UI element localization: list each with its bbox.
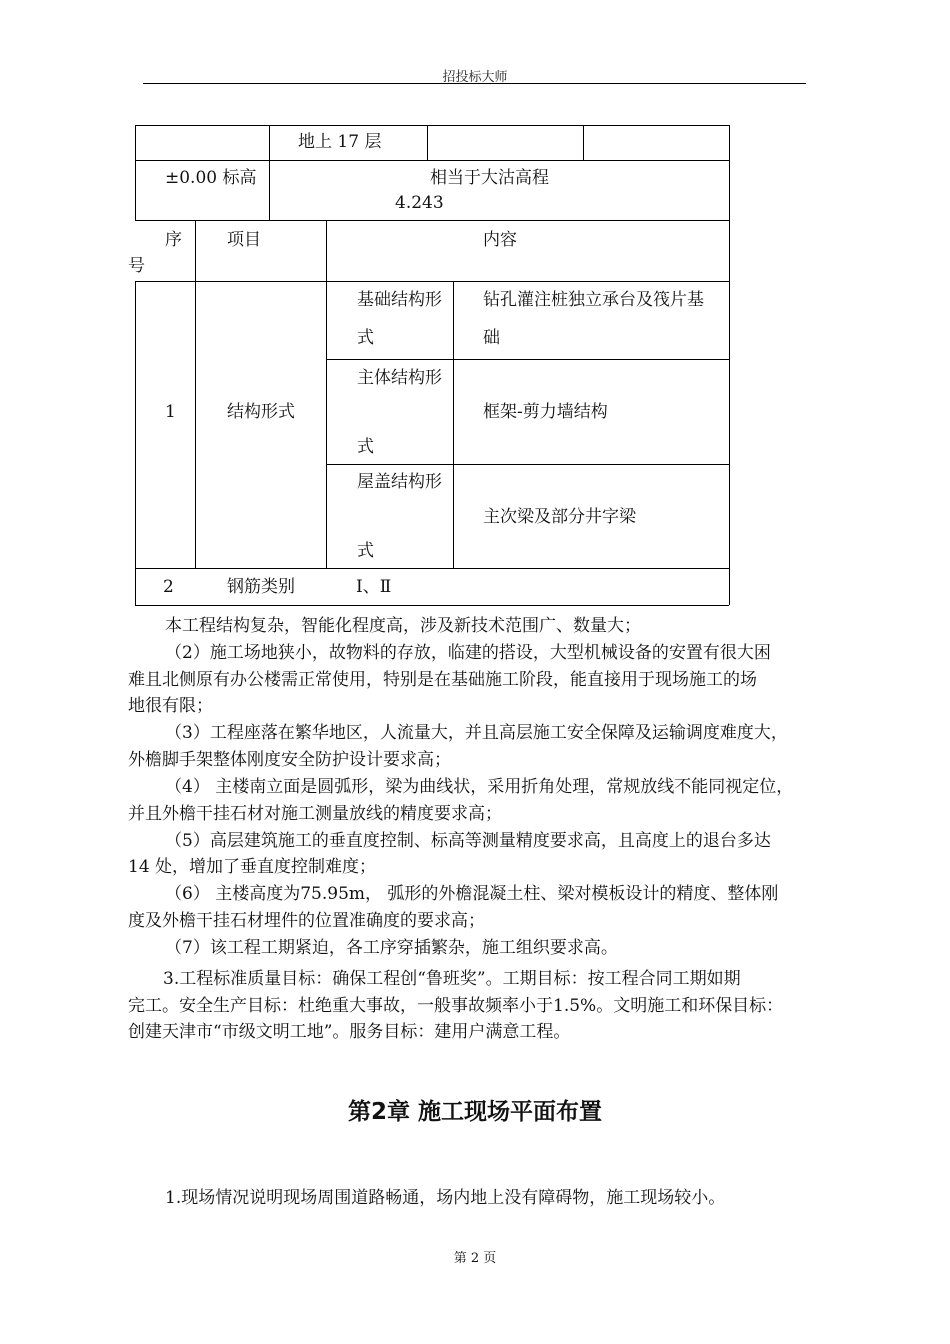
body-line: （2）施工场地狭小，故物料的存放，临建的搭设，大型机械设备的安置有很大困 [165, 643, 771, 663]
table-rule [583, 125, 584, 160]
table-rule [453, 281, 454, 568]
table-rule [135, 281, 136, 605]
chapter-title: 第2章 施工现场平面布置 [347, 1099, 602, 1125]
body-line: （7）该工程工期紧迫，各工序穿插繁杂，施工组织要求高。 [165, 938, 618, 958]
sub1-name-line1: 基础结构形 [357, 290, 442, 310]
row2-seq: 2 [163, 577, 174, 597]
elevation-label: ±0.00 标高 [165, 168, 257, 188]
body-line: 本工程结构复杂，智能化程度高，涉及新技术范围广、数量大； [165, 616, 641, 636]
table-rule [195, 220, 196, 568]
table-rule [135, 605, 729, 606]
table-rule [135, 160, 729, 161]
table-rule [729, 125, 730, 605]
row2-value: Ⅰ、Ⅱ [356, 577, 392, 597]
sub2-name-line2: 式 [357, 437, 374, 457]
elevation-value-line1: 相当于大沽高程 [430, 168, 549, 188]
elevation-value-line2: 4.243 [395, 193, 444, 213]
page-header: 招投标大师 [442, 70, 508, 85]
body-line: （6） 主楼高度为75.95m， 弧形的外檐混凝土柱、梁对模板设计的精度、整体刚 [165, 884, 779, 904]
body-line: 14 处，增加了垂直度控制难度； [128, 857, 377, 877]
table-rule [135, 125, 729, 126]
table-rule [269, 125, 270, 220]
sub1-name-line2: 式 [357, 328, 374, 348]
header-rule [143, 83, 806, 84]
row2-item: 钢筋类别 [227, 577, 295, 597]
site-description: 1.现场情况说明现场周围道路畅通，场内地上没有障碍物，施工现场较小。 [165, 1188, 726, 1208]
body-line: 地很有限； [128, 696, 213, 716]
body-line: 难且北侧原有办公楼需正常使用，特别是在基础施工阶段，能直接用于现场施工的场 [128, 670, 757, 690]
body-line: 完工。安全生产目标：杜绝重大事故，一般事故频率小于1.5%。文明施工和环保目标： [128, 996, 784, 1016]
body-line: 外檐脚手架整体刚度安全防护设计要求高； [128, 750, 451, 770]
body-line: （5）高层建筑施工的垂直度控制、标高等测量精度要求高，且高度上的退台多达 [165, 831, 771, 851]
body-line: 并且外檐干挂石材对施工测量放线的精度要求高； [128, 804, 502, 824]
row1-item: 结构形式 [227, 402, 295, 422]
header-item: 项目 [227, 230, 261, 250]
page-number: 第 2 页 [453, 1251, 497, 1266]
header-seq-part2: 号 [128, 256, 145, 276]
body-line: （4） 主楼南立面是圆弧形，梁为曲线状，采用折角处理，常规放线不能同视定位， [165, 777, 794, 797]
sub3-value: 主次梁及部分井字梁 [483, 507, 636, 527]
table-rule [427, 125, 428, 160]
sub3-name-line2: 式 [357, 541, 374, 561]
sub1-value-line1: 钻孔灌注桩独立承台及筏片基 [483, 290, 704, 310]
body-line: 创建天津市“市级文明工地”。服务目标：建用户满意工程。 [128, 1022, 571, 1042]
sub2-name-line1: 主体结构形 [357, 368, 442, 388]
header-seq-part1: 序 [165, 230, 182, 250]
floors-value: 地上 17 层 [298, 132, 382, 152]
table-rule [326, 464, 729, 465]
table-rule [135, 568, 729, 569]
header-content: 内容 [483, 230, 517, 250]
table-rule [135, 125, 136, 221]
body-line: 3.工程标准质量目标：确保工程创“鲁班奖”。工期目标：按工程合同工期如期 [163, 969, 741, 989]
body-line: 度及外檐干挂石材埋件的位置准确度的要求高； [128, 911, 485, 931]
row1-seq: 1 [165, 402, 176, 422]
table-rule [135, 220, 729, 221]
table-rule [326, 220, 327, 568]
body-line: （3）工程座落在繁华地区，人流量大，并且高层施工安全保障及运输调度难度大， [165, 723, 788, 743]
table-rule [135, 281, 729, 282]
sub1-value-line2: 础 [483, 328, 500, 348]
sub2-value: 框架-剪力墙结构 [483, 402, 608, 422]
table-rule [326, 359, 729, 360]
sub3-name-line1: 屋盖结构形 [357, 472, 442, 492]
